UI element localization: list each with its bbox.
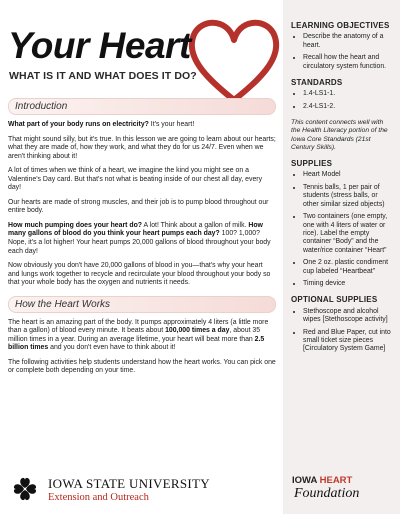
standards-note: This content connects well with the Health Literacy portion of the Iowa Core Standards (21st Century Skills). — [291, 119, 388, 151]
gallons-question: How many gallons of blood do you think your heart pumps each day? — [8, 221, 263, 238]
list-item: • Recall how the heart and circulatory system function. — [303, 54, 392, 71]
beats-per-day: 100,000 times a day — [165, 327, 230, 335]
iha-foundation: Foundation — [294, 486, 360, 501]
iha-name — [292, 475, 352, 486]
how-heart-works-heading: How the Heart Works — [15, 298, 111, 310]
gallons-answer: 100? 1,000? Nope, it's a lot higher! Your heart pumps 20,000 gallons of blood throughout your body each day! — [8, 230, 271, 255]
standards-list — [291, 90, 392, 111]
sidebar — [283, 0, 400, 514]
intro-answer: It's your heart! — [148, 121, 195, 128]
isu-extension: Extension and Outreach — [48, 492, 149, 503]
main-content — [8, 98, 276, 382]
list-item: • Red and Blue Paper, cut into small ticket size pieces [Circulatory System Game] — [303, 329, 392, 354]
pumping-question: How much pumping does your heart do? — [8, 221, 142, 229]
intro-paragraph-4: Our hearts are made of strong muscles, and their job is to pump blood throughout our entire body. — [8, 198, 269, 215]
objectives-list — [291, 33, 392, 71]
page-title: Your Heart — [8, 25, 191, 66]
standards-heading: STANDARDS — [291, 78, 343, 88]
clover-4h-icon — [10, 474, 40, 504]
isu-name: IOWA STATE UNIVERSITY — [48, 476, 210, 491]
how-text-2: , about 35 million times in a year. During an average lifetime, your heart will beat more than — [8, 327, 261, 343]
iha-iowa: IOWA — [292, 475, 320, 486]
pumping-text: A lot! Think about a gallon of milk. — [142, 221, 249, 229]
section-heading-how-heart-works — [8, 296, 276, 313]
intro-paragraph-5 — [8, 222, 276, 256]
list-item: • One 2 oz. plastic condiment cup labeled “Heartbeat” — [303, 259, 392, 276]
optional-supplies-heading: OPTIONAL SUPPLIES — [291, 295, 378, 305]
intro-paragraph-2: That might sound silly, but it's true. In this lesson we are going to learn about our hearts; what they are made of, how they work, and what they do for us 24/7. Even when we aren't thinking about it! — [8, 135, 276, 160]
isu-extension-logo — [10, 474, 210, 508]
heart-outline-icon — [186, 16, 282, 106]
list-item: • 2.4-LS1-2. — [303, 103, 392, 111]
intro-question: What part of your body runs on electricity? — [8, 121, 149, 128]
how-text-3: and you don't even have to think about it! — [48, 344, 176, 352]
list-item: • Tennis balls, 1 per pair of students (stress balls, or other similar sized objects) — [303, 184, 392, 209]
iowa-heart-foundation-logo — [292, 475, 396, 509]
lifetime-beats: 2.5 billion times — [8, 335, 265, 352]
objectives-heading: LEARNING OBJECTIVES — [291, 21, 390, 30]
optional-supplies-list — [291, 308, 392, 354]
list-item: • 1.4-LS1-1. — [303, 90, 392, 98]
how-text-1: The heart is an amazing part of the body. It pumps approximately 4 liters (a little more than a gallon) of blood every minute. It beats about — [8, 318, 269, 335]
intro-paragraph-1 — [8, 121, 276, 130]
list-item: • Timing device — [303, 280, 392, 288]
iha-heart: HEART — [319, 475, 353, 486]
how-paragraph-2: The following activities help students understand how the heart works. You can pick one or complete both depending on your time. — [8, 358, 276, 375]
supplies-list — [291, 171, 392, 288]
section-heading-introduction — [8, 98, 276, 115]
list-item: • Two containers (one empty, one with 4 liters of water or rice). Label the empty container “Body” and the water/rice container “Heart” — [303, 213, 392, 255]
page-subtitle: WHAT IS IT AND WHAT DOES IT DO? — [9, 70, 197, 82]
introduction-heading: Introduction — [15, 101, 68, 112]
supplies-heading: SUPPLIES — [291, 159, 333, 169]
list-item: • Describe the anatomy of a heart. — [303, 33, 392, 50]
intro-paragraph-3: A lot of times when we think of a heart, we imagine the kind you might see on a Valentine's Day card. But that's not what is beating inside of our chest all day, every day! — [8, 167, 263, 192]
intro-paragraph-6: Now obviously you don't have 20,000 gallons of blood in you—that's why your heart and lungs work together to recycle and recirculate your blood throughout your body so that your whole body has the oxygen and nutrients it needs. — [8, 262, 271, 287]
list-item: • Heart Model — [303, 171, 392, 179]
how-paragraph-1 — [8, 319, 276, 353]
list-item: • Stethoscope and alcohol wipes [Stethoscope activity] — [303, 308, 392, 325]
